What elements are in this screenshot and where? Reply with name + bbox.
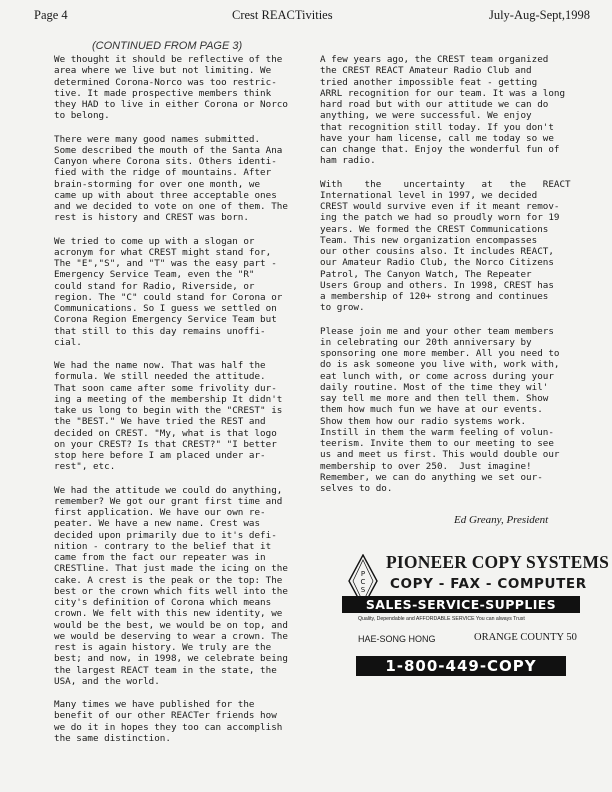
- svg-text:S: S: [360, 586, 366, 594]
- text-line: years. We formed the CREST Communications: [320, 223, 549, 235]
- svg-text:P: P: [360, 570, 366, 578]
- ad-tagline: Quality, Dependable and AFFORDABLE SERVICE You can always Trust: [358, 616, 525, 622]
- text-line: determined Corona-Norco was too restric-: [54, 76, 277, 88]
- text-line: can change that. Enjoy the wonderful fun of: [320, 144, 560, 155]
- page-number: Page 4: [34, 8, 68, 22]
- article-left-column: [54, 54, 304, 756]
- article-right-column: [320, 54, 590, 506]
- text-line: selves to do.: [320, 483, 393, 494]
- text-line: do is ask someone you live with, work with,: [320, 359, 560, 371]
- text-line: the "BEST." We have tried the REST and: [54, 416, 266, 428]
- text-line: The "E","S", and "T" was the easy part -: [54, 258, 277, 269]
- text-line: fied with the ridge of mountains. After: [54, 167, 272, 179]
- text-line: tive. It made prospective members think: [54, 87, 272, 99]
- text-line: Corona Region Emergency Service Team but: [54, 314, 277, 326]
- paragraph: [54, 485, 304, 688]
- text-line: decided on CREST. "My, what is that logo: [54, 427, 277, 439]
- text-line: best or the crown which fits well into the: [54, 585, 288, 597]
- text-line: they HAD to live in either Corona or Norco: [54, 99, 288, 110]
- text-line: ARRL recognition for our team. It was a long: [320, 87, 566, 99]
- signature: Ed Greany, President: [454, 514, 549, 526]
- text-line: International level in 1997, we decided: [320, 189, 538, 201]
- text-line: We tried to come up with a slogan or: [54, 235, 255, 247]
- text-line: rest is again history. We truly are the: [54, 642, 272, 653]
- paragraph: [320, 54, 590, 167]
- text-line: on your CREST? Is that CREST?" "I better: [54, 438, 277, 450]
- paragraph: [320, 179, 590, 314]
- text-line: would be the best, we would be on top, and: [54, 619, 288, 631]
- ad-county: ORANGE COUNTY 50: [474, 632, 577, 643]
- text-line: cake. A crest is the peak or the top: The: [54, 574, 283, 586]
- text-line: the same distinction.: [54, 732, 171, 744]
- ad-services: COPY - FAX - COMPUTER: [390, 576, 587, 592]
- ad-banner: SALES-SERVICE-SUPPLIES: [342, 596, 580, 613]
- svg-text:C: C: [360, 578, 366, 586]
- text-line: to grow.: [320, 302, 365, 314]
- text-line: we do it in hopes they too can accomplish: [54, 721, 283, 733]
- text-line: hard road but with our attitude we can do: [320, 99, 549, 110]
- text-line: benefit of our other REACTer friends how: [54, 710, 277, 722]
- text-line: Patrol, The Canyon Watch, The Repeater: [320, 268, 532, 280]
- text-line: our other cousins also. It includes REACT,: [320, 246, 554, 257]
- continued-note: (CONTINUED FROM PAGE 3): [92, 40, 243, 52]
- text-line: ing the patch we had so proudly worn for 19: [320, 212, 560, 224]
- text-line: crown. We felt with this new identity, we: [54, 608, 283, 620]
- text-line: Remember, we can do anything we set our-: [320, 471, 543, 483]
- paragraph: [320, 326, 590, 495]
- issue-date: July-Aug-Sept,1998: [488, 8, 590, 22]
- text-line: formula. We still needed the attitude.: [54, 371, 266, 383]
- text-line: a membership of 120+ strong and continues: [320, 291, 549, 302]
- text-line: We had the name now. That was half the: [54, 360, 266, 371]
- text-line: rest is history and CREST was born.: [54, 212, 249, 224]
- text-line: and we decided to vote on one of them. The: [54, 201, 288, 212]
- text-line: anything, we were successful. We enjoy: [320, 110, 532, 122]
- text-line: A few years ago, the CREST team organized: [320, 54, 549, 65]
- text-line: area where we live but not limiting. We: [54, 65, 272, 77]
- text-line: ham radio.: [320, 155, 376, 167]
- text-line: could stand for Radio, Riverside, or: [54, 280, 255, 292]
- text-line: Many times we have published for the: [54, 699, 255, 710]
- text-line: us and meet us first. This would double our: [320, 449, 560, 461]
- text-line: remember? We got our grant first time and: [54, 495, 283, 507]
- text-line: Users Group and others. In 1998, CREST has: [320, 279, 554, 291]
- text-line: tried another impossible feat - getting: [320, 76, 538, 88]
- ad-contact-name: HAE-SONG HONG: [358, 634, 436, 644]
- text-line: peater. We have a new name. Crest was: [54, 518, 261, 530]
- advertisement: [340, 552, 610, 732]
- text-line: CREST would survive even if it meant remov-: [320, 201, 560, 212]
- newsletter-title: Crest REACTivities: [232, 8, 333, 22]
- text-line: eat lunch with, or come across during your: [320, 370, 554, 382]
- text-line: the CREST REACT Amateur Radio Club and: [320, 65, 532, 77]
- text-line: take us long to begin with the "CREST" is: [54, 405, 283, 416]
- text-line: With the uncertainty at the REACT: [320, 178, 571, 190]
- text-line: the largest REACT team in the state, the: [54, 664, 277, 676]
- text-line: came from the fact our repeater was in: [54, 552, 266, 563]
- text-line: that recognition still today. If you don't: [320, 121, 554, 133]
- text-line: There were many good names submitted.: [54, 133, 261, 145]
- text-line: our Amateur Radio Club, the Norco Citizens: [320, 257, 554, 269]
- text-line: We thought it should be reflective of the: [54, 54, 283, 65]
- ad-phone-number: 1-800-449-COPY: [356, 656, 566, 676]
- text-line: Canyon where Corona sits. Others identi-: [54, 156, 277, 167]
- text-line: Team. This new organization encompasses: [320, 234, 538, 246]
- text-line: Instill in them the warm feeling of volun-: [320, 426, 554, 438]
- text-line: rest", etc.: [54, 461, 116, 473]
- text-line: came up with about three acceptable ones: [54, 189, 277, 201]
- text-line: CRESTline. That just made the icing on the: [54, 563, 288, 575]
- text-line: daily routine. Most of the time they wil': [320, 381, 549, 393]
- text-line: Please join me and your other team members: [320, 325, 554, 337]
- text-line: region. The "C" could stand for Corona or: [54, 291, 283, 303]
- paragraph: [54, 134, 304, 224]
- text-line: cial.: [54, 336, 82, 348]
- text-line: We had the attitude we could do anything,: [54, 484, 283, 496]
- text-line: That soon came after some frivolity dur-: [54, 382, 277, 394]
- text-line: to belong.: [54, 110, 110, 122]
- text-line: Communications. So I guess we settled on: [54, 303, 277, 314]
- paragraph: [54, 699, 304, 744]
- text-line: brain-storming for over one month, we: [54, 178, 261, 190]
- text-line: have your ham license, call me today so we: [320, 132, 554, 144]
- text-line: we would be deserving to wear a crown. The: [54, 630, 288, 642]
- text-line: city's definition of Corona which means: [54, 597, 272, 608]
- text-line: USA, and the world.: [54, 675, 160, 687]
- text-line: first application. We have our own re-: [54, 507, 266, 518]
- paragraph: [54, 236, 304, 349]
- text-line: acronym for what CREST might stand for,: [54, 246, 272, 258]
- text-line: sponsoring one more member. All you need to: [320, 348, 560, 359]
- text-line: Some described the mouth of the Santa Ana: [54, 144, 283, 156]
- page-header: [20, 0, 592, 36]
- text-line: say tell me more and then tell them. Show: [320, 393, 549, 404]
- text-line: decided upon primarily due to it's defi-: [54, 529, 277, 541]
- text-line: Show them how our radio systems work.: [320, 415, 527, 427]
- paragraph: [54, 360, 304, 473]
- paragraph: [54, 54, 304, 122]
- text-line: stop here before I am placed under ar-: [54, 450, 266, 461]
- text-line: best; and now, in 1998, we celebrate being: [54, 653, 288, 665]
- text-line: membership to over 250. Just imagine!: [320, 460, 532, 472]
- ad-company-name: PIONEER COPY SYSTEMS: [386, 552, 610, 572]
- text-line: in celebrating our 20th anniversary by: [320, 336, 532, 348]
- text-line: that still to this day remains unoffi-: [54, 325, 266, 337]
- text-line: ing a meeting of the membership It didn't: [54, 393, 283, 405]
- text-line: them how much fun we have at our events.: [320, 404, 543, 416]
- text-line: Emergency Service Team, even the "R": [54, 269, 255, 281]
- text-line: nition - contrary to the belief that it: [54, 540, 272, 552]
- text-line: teerism. Invite them to our meeting to see: [320, 438, 554, 449]
